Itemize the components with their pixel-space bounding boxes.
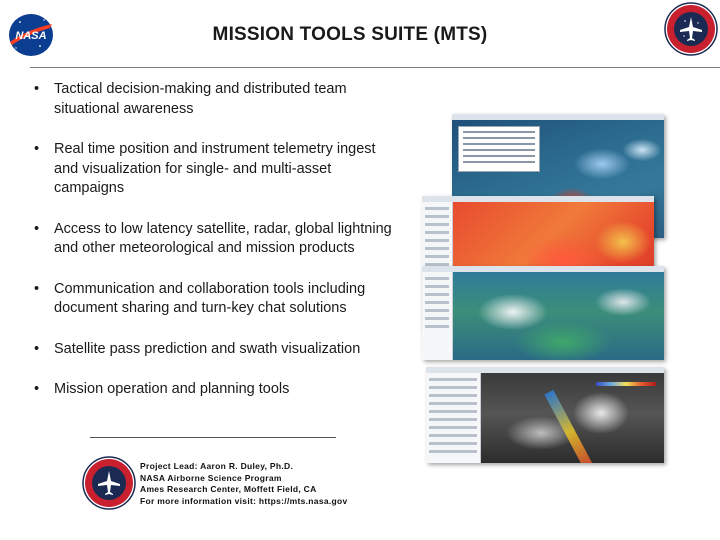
feature-item [32, 340, 392, 360]
bullet-marker: • [34, 340, 40, 357]
swath-visualization-screenshot [426, 367, 664, 463]
feature-item [32, 80, 392, 119]
page-title: MISSION TOOLS SUITE (MTS) [212, 24, 488, 45]
program-name: NASA Airborne Science Program [140, 472, 282, 483]
bullet-marker: • [34, 381, 40, 397]
project-credits [140, 461, 348, 507]
svg-text:NASA: NASA [15, 30, 47, 42]
satellite-swath [544, 390, 595, 463]
map-image [453, 272, 664, 360]
header-divider [30, 67, 720, 68]
info-popup [458, 126, 540, 172]
map-image [481, 373, 664, 463]
layer-sidebar [422, 272, 453, 360]
bullet-marker: • [34, 280, 40, 297]
cloud-imagery-screenshot [422, 266, 664, 360]
nasa-logo [6, 12, 56, 58]
feature-text: Access to low latency satellite, radar, global lightning and other meteorological and mission products [54, 220, 392, 256]
feature-text: Real time position and instrument telemetry ingest and visualization for single- and multi-asset campaigns [54, 141, 376, 196]
bullet-marker: • [34, 220, 40, 237]
footer-divider [90, 437, 336, 438]
project-lead: Project Lead: Aaron R. Duley, Ph.D. [140, 461, 294, 471]
color-scale-bar [596, 382, 656, 386]
bullet-marker: • [34, 81, 40, 97]
info-link[interactable]: For more information visit: https://mts.nasa.gov [140, 495, 348, 506]
feature-text: Mission operation and planning tools [54, 381, 290, 397]
bullet-marker: • [34, 141, 40, 157]
feature-text: Tactical decision-making and distributed team situational awareness [54, 81, 347, 117]
footer-airborne-science-seal [82, 456, 136, 510]
feature-list [32, 80, 392, 400]
feature-text: Satellite pass prediction and swath visualization [54, 340, 361, 357]
feature-text: Communication and collaboration tools including document sharing and turn-key chat solutions [54, 280, 366, 316]
feature-item [32, 380, 392, 400]
feature-item [32, 280, 392, 319]
airborne-science-seal [664, 2, 718, 56]
layer-sidebar [426, 373, 481, 463]
feature-item [32, 220, 392, 259]
feature-item [32, 140, 392, 199]
center-location: Ames Research Center, Moffett Field, CA [140, 484, 317, 494]
